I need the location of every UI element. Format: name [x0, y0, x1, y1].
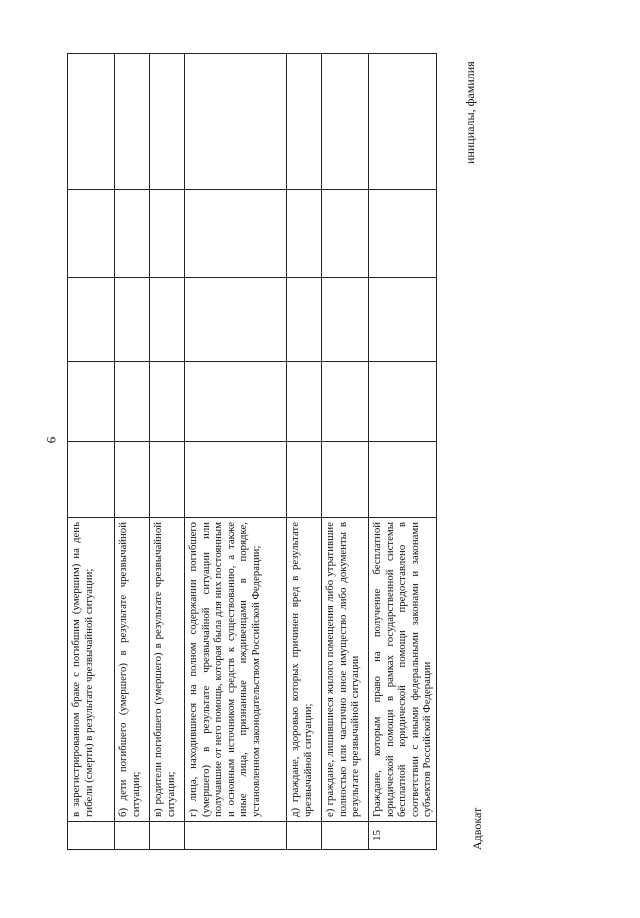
empty-cell	[369, 442, 437, 518]
row-description: е) граждане, лишившиеся жилого помещения либо утратившие полностью или частично иное имущество либо документы в результате чрезвычайной ситуации	[322, 518, 369, 822]
row-number	[68, 822, 115, 850]
row-number	[185, 822, 287, 850]
empty-cell	[115, 190, 150, 278]
empty-cell	[185, 362, 287, 442]
empty-cell	[287, 362, 322, 442]
table-row	[322, 54, 369, 850]
empty-cell	[150, 190, 185, 278]
empty-cell	[115, 442, 150, 518]
row-number: 15	[369, 822, 437, 850]
row-number	[150, 822, 185, 850]
empty-cell	[287, 190, 322, 278]
row-number	[322, 822, 369, 850]
table-row	[115, 54, 150, 850]
empty-cell	[68, 190, 115, 278]
page-number: 6	[43, 436, 59, 444]
empty-cell	[115, 278, 150, 362]
empty-cell	[150, 362, 185, 442]
table-row	[369, 54, 437, 850]
empty-cell	[150, 442, 185, 518]
empty-cell	[115, 362, 150, 442]
empty-cell	[68, 362, 115, 442]
table-row	[287, 54, 322, 850]
empty-cell	[115, 54, 150, 190]
empty-cell	[287, 442, 322, 518]
empty-cell	[185, 190, 287, 278]
row-description: в зарегистрированном браке с погибшим (умершим) на день гибели (смерти) в результате чрезвычайной ситуации;	[68, 518, 115, 822]
row-description: г) лица, находившиеся на полном содержании погибшего (умершего) в результате чрезвычайной ситуации или получавшие от него помощь, которая была для них постоянным и основным источником средств к существованию, а также иные лица, признанные иждивенцами в порядке, установленном законодательством Российской Федерации;	[185, 518, 287, 822]
empty-cell	[369, 190, 437, 278]
empty-cell	[322, 278, 369, 362]
empty-cell	[322, 190, 369, 278]
table-row	[150, 54, 185, 850]
initials-label: инициалы, фамилия	[463, 61, 477, 164]
empty-cell	[369, 362, 437, 442]
row-description: в) родители погибшего (умершего) в результате чрезвычайной ситуации;	[150, 518, 185, 822]
empty-cell	[150, 278, 185, 362]
table-row	[68, 54, 115, 850]
empty-cell	[287, 54, 322, 190]
signature-label: Адвокат	[470, 807, 484, 850]
row-description: б) дети погибшего (умершего) в результате чрезвычайной ситуации;	[115, 518, 150, 822]
empty-cell	[287, 278, 322, 362]
empty-cell	[185, 442, 287, 518]
empty-cell	[150, 54, 185, 190]
row-number	[115, 822, 150, 850]
empty-cell	[322, 54, 369, 190]
table-row	[185, 54, 287, 850]
empty-cell	[185, 278, 287, 362]
empty-cell	[68, 278, 115, 362]
row-description: Граждане, которым право на получение бесплатной юридической помощи в рамках государственной системы бесплатной юридической помощи предоставлено в соответствии с иными федеральными законами и законами субъектов Российской Федерации	[369, 518, 437, 822]
empty-cell	[369, 54, 437, 190]
empty-cell	[322, 362, 369, 442]
empty-cell	[68, 54, 115, 190]
empty-cell	[322, 442, 369, 518]
assistance-table	[67, 53, 437, 850]
empty-cell	[185, 54, 287, 190]
empty-cell	[369, 278, 437, 362]
row-description: д) граждане, здоровью которых причинен вред в результате чрезвычайной ситуации;	[287, 518, 322, 822]
empty-cell	[68, 442, 115, 518]
row-number	[287, 822, 322, 850]
